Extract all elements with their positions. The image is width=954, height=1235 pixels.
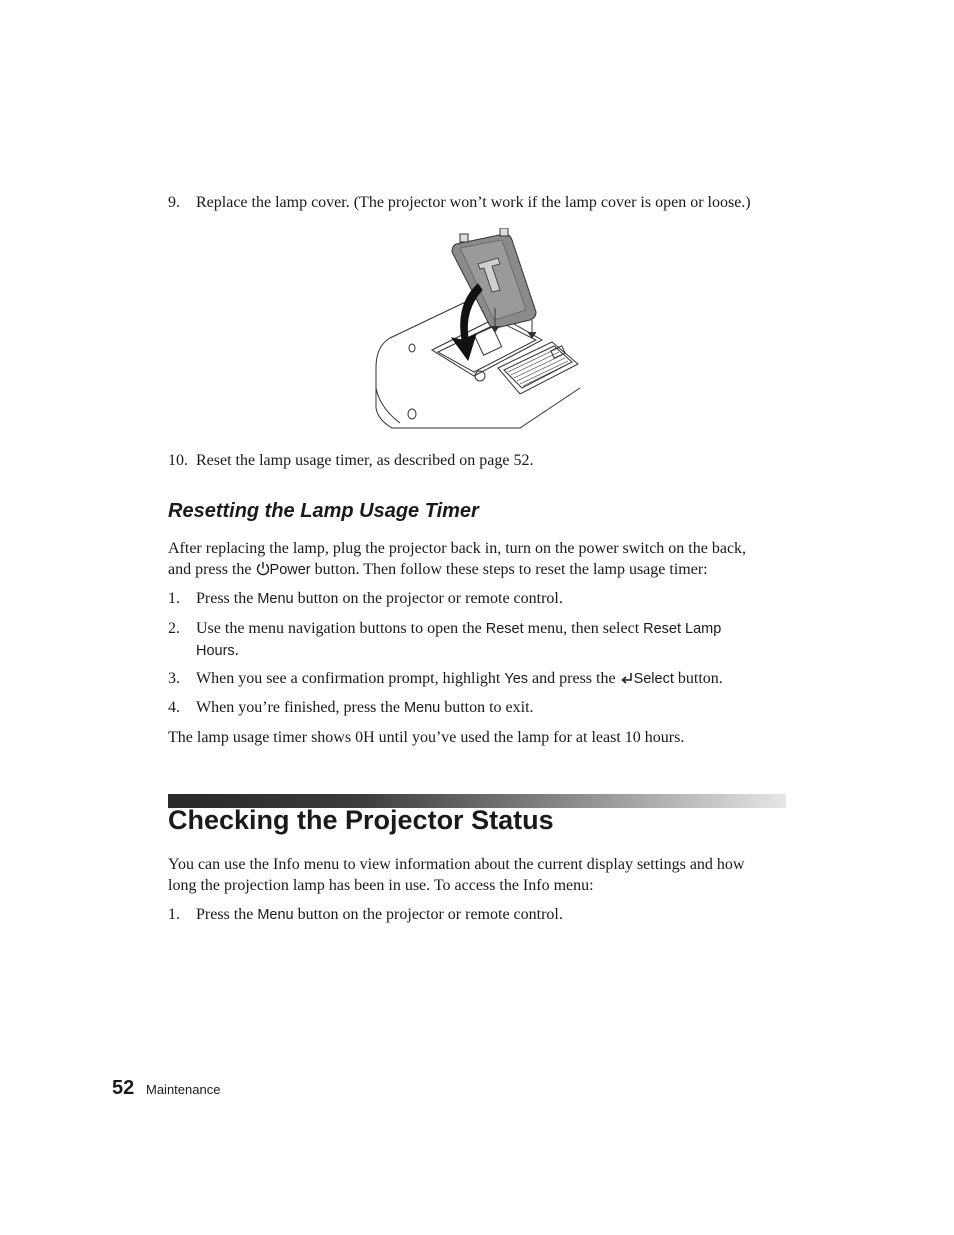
step-number: 2. [168, 620, 180, 637]
select-label: Select [633, 671, 674, 687]
step-text [196, 697, 786, 719]
step-number: 1. [168, 590, 180, 607]
menu-label: Menu [257, 591, 294, 607]
reset-lamp-label: Reset Lamp [643, 621, 722, 637]
step-text-part: button. [677, 670, 723, 687]
reset-intro [168, 538, 788, 581]
intro-line-2: long the projection lamp has been in use. To access the Info menu: [168, 877, 594, 894]
intro-line-1: You can use the Info menu to view information about the current display settings and how [168, 856, 745, 873]
step-text-part: button on the projector or remote control. [297, 590, 563, 607]
intro-line-1: After replacing the lamp, plug the projector back in, turn on the power switch on the back, [168, 540, 747, 557]
menu-label: Menu [403, 700, 441, 716]
menu-label: Menu [257, 907, 294, 923]
step-number: 10. [168, 452, 188, 469]
step-text-part: Press the [196, 906, 254, 923]
step-text-part: Use the menu navigation buttons to open the [196, 620, 482, 637]
step-text-part: When you’re finished, press the [196, 699, 400, 716]
step-text-part: menu, then select [527, 620, 640, 637]
step-number: 9. [168, 194, 180, 211]
step-text [196, 588, 786, 610]
step-number: 1. [168, 906, 180, 923]
status-intro [168, 854, 788, 896]
intro-text: button. Then follow these steps to reset the lamp usage timer: [314, 561, 708, 578]
step-text-part: button to exit. [444, 699, 534, 716]
yes-label: Yes [504, 671, 529, 687]
step-text [196, 904, 786, 926]
step-text-part: button on the projector or remote control. [297, 906, 563, 923]
reset-menu-label: Reset [485, 621, 524, 637]
intro-text: and press the [168, 561, 252, 578]
step-text-part: and press the [532, 670, 616, 687]
step-text-part: When you see a confirmation prompt, highlight [196, 670, 501, 687]
power-label: Power [269, 562, 311, 578]
section-heading-status: Checking the Projector Status [168, 805, 554, 835]
step-text: Reset the lamp usage timer, as described on page 52. [196, 452, 534, 469]
intro-line-2 [168, 559, 788, 581]
lamp-cover-illustration [370, 228, 585, 433]
hours-label: Hours [196, 643, 235, 659]
reset-closing: The lamp usage timer shows 0H until you’ve used the lamp for at least 10 hours. [168, 729, 685, 746]
step-text-part: Press the [196, 590, 254, 607]
section-heading-reset: Resetting the Lamp Usage Timer [168, 500, 479, 522]
power-icon [256, 561, 270, 576]
step-text [196, 668, 786, 690]
enter-arrow-icon [620, 671, 634, 685]
step-text-part: . [234, 642, 239, 659]
step-number: 3. [168, 670, 180, 687]
step-number: 4. [168, 699, 180, 716]
step-text [196, 618, 786, 662]
step-text: Replace the lamp cover. (The projector won’t work if the lamp cover is open or loose.) [196, 194, 751, 211]
chapter-label: Maintenance [146, 1082, 221, 1097]
page-number: 52 [112, 1077, 135, 1099]
